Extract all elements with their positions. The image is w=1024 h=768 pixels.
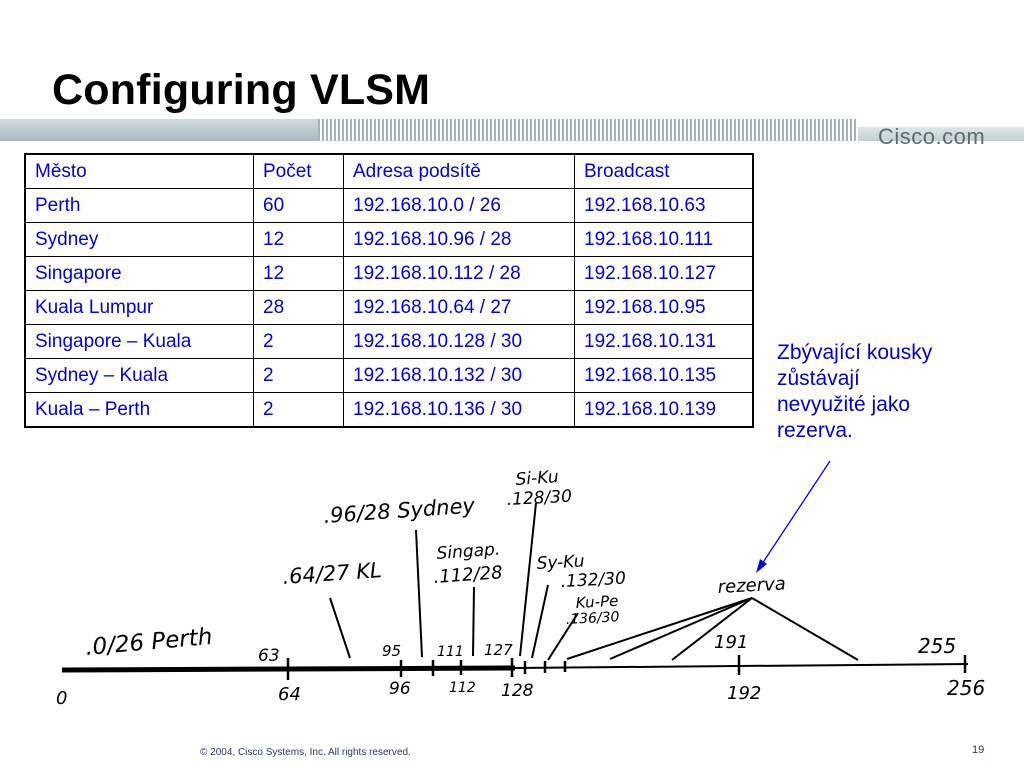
axis-top-numbers: [258, 632, 956, 666]
axis-bottom-numbers: [56, 676, 985, 709]
top-number: 191: [714, 632, 749, 653]
top-number: 63: [258, 646, 280, 666]
label-siku-2: .128/30: [506, 486, 573, 510]
reserve-note: [777, 340, 1007, 444]
table-cell: 192.168.10.111: [575, 223, 754, 257]
reserve-arrow: [756, 461, 830, 573]
note-line: zůstávají: [777, 367, 860, 390]
table-cell: 192.168.10.127: [575, 257, 754, 291]
table-cell: 192.168.10.136 / 30: [344, 393, 575, 428]
slide-title: Configuring VLSM: [52, 66, 431, 114]
copyright-footer: © 2004, Cisco Systems, Inc. All rights reserved.: [200, 747, 411, 758]
bottom-number: 0: [56, 688, 68, 709]
label-kupe-1: Ku-Pe: [575, 591, 619, 612]
table-cell: 192.168.10.132 / 30: [344, 359, 575, 393]
table-header-cell: Broadcast: [575, 154, 754, 189]
table-header-cell: Počet: [254, 154, 344, 189]
bottom-number: 112: [449, 680, 476, 696]
label-sydney: .96/28 Sydney: [322, 493, 476, 528]
label-singapore-2: .112/28: [432, 562, 504, 588]
table-cell: 192.168.10.64 / 27: [344, 291, 575, 325]
table-cell: Singapore – Kuala: [25, 325, 254, 359]
label-syku-2: .132/30: [560, 568, 627, 592]
label-syku-1: Sy-Ku: [536, 551, 586, 574]
table-cell: Sydney – Kuala: [25, 359, 254, 393]
table-row: [25, 359, 753, 393]
table-cell: Kuala Lumpur: [25, 291, 254, 325]
bottom-number: 64: [278, 684, 301, 705]
cisco-logo: Cisco.com: [878, 124, 986, 149]
label-perth: .0/26 Perth: [84, 623, 214, 661]
table-cell: 192.168.10.139: [575, 393, 754, 428]
note-line: nevyužité jako: [777, 393, 911, 416]
table-cell: 192.168.10.112 / 28: [344, 257, 575, 291]
top-number: 255: [918, 634, 957, 658]
header-bar-stripes: [318, 119, 858, 141]
label-siku-1: Si-Ku: [514, 467, 560, 490]
table-cell: Singapore: [25, 257, 254, 291]
bottom-number: 128: [501, 681, 534, 701]
top-number: 127: [484, 641, 513, 659]
table-cell: Sydney: [25, 223, 254, 257]
page-number: 19: [972, 744, 985, 756]
top-number: 95: [382, 642, 402, 660]
table-header-cell: Adresa podsítě: [344, 154, 575, 189]
label-kupe-2: .136/30: [565, 609, 620, 628]
table-header-row: [25, 154, 753, 189]
address-line-diagram: [0, 455, 1024, 740]
table-cell: 12: [254, 257, 344, 291]
table-cell: Perth: [25, 189, 254, 223]
table-cell: 192.168.10.63: [575, 189, 754, 223]
bottom-number: 256: [947, 676, 986, 700]
label-singapore-1: Singap.: [435, 539, 501, 564]
table-row: [25, 189, 753, 223]
table-cell: 192.168.10.96 / 28: [344, 223, 575, 257]
label-kl: .64/27 KL: [281, 558, 383, 589]
table-cell: 192.168.10.128 / 30: [344, 325, 575, 359]
note-line: rezerva.: [777, 419, 853, 442]
table-cell: 192.168.10.135: [575, 359, 754, 393]
top-number: 111: [437, 644, 464, 660]
header-bar-solid: [0, 119, 330, 141]
diagram-labels: [84, 467, 786, 661]
table-cell: Kuala – Perth: [25, 393, 254, 428]
address-axis: [62, 664, 968, 670]
table-cell: 192.168.10.131: [575, 325, 754, 359]
table-row: [25, 257, 753, 291]
bottom-number: 96: [389, 679, 411, 699]
vlsm-table: [24, 153, 754, 428]
label-rezerva: rezerva: [717, 573, 787, 598]
table-cell: 28: [254, 291, 344, 325]
table-cell: 2: [254, 325, 344, 359]
table-row: [25, 325, 753, 359]
table-row: [25, 291, 753, 325]
table-cell: 12: [254, 223, 344, 257]
table-cell: 60: [254, 189, 344, 223]
table-cell: 2: [254, 393, 344, 428]
table-cell: 2: [254, 359, 344, 393]
note-line: Zbývající kousky: [777, 341, 933, 364]
table-header-cell: Město: [25, 154, 254, 189]
table-cell: 192.168.10.0 / 26: [344, 189, 575, 223]
table-cell: 192.168.10.95: [575, 291, 754, 325]
bottom-number: 192: [727, 683, 762, 704]
table-row: [25, 223, 753, 257]
table-row: [25, 393, 753, 428]
header-bar: [0, 119, 1024, 147]
